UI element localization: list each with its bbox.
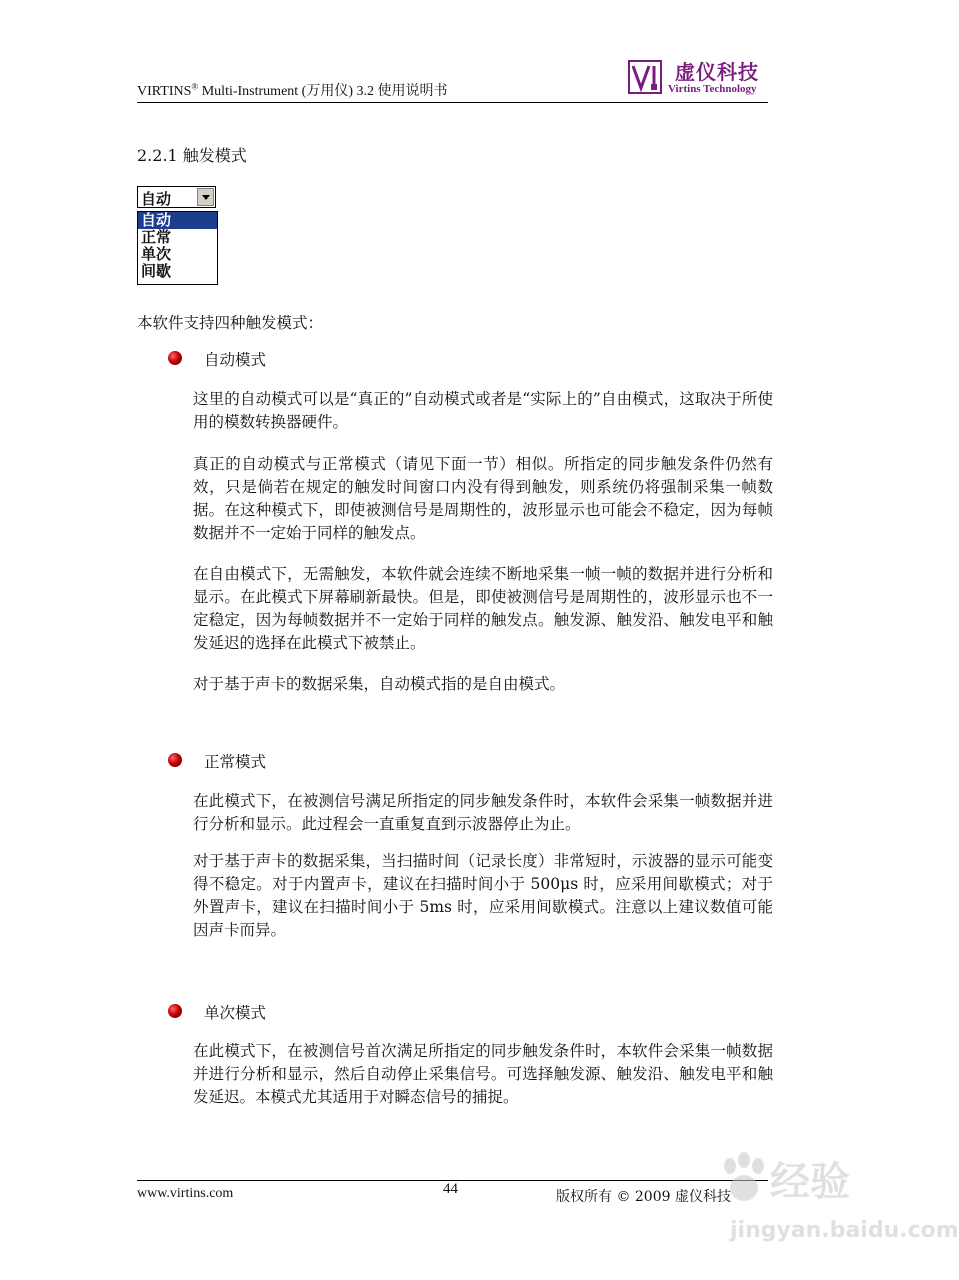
chevron-down-icon[interactable] xyxy=(197,188,214,206)
mode-heading-auto: 自动模式 xyxy=(204,351,267,369)
dropdown-option-normal[interactable]: 正常 xyxy=(141,228,172,246)
logo-chinese-name: 虚仪科技 xyxy=(675,60,759,84)
mode-heading-single: 单次模式 xyxy=(204,1004,267,1022)
trigger-mode-selected-value: 自动 xyxy=(141,190,172,208)
logo-english-name: Virtins Technology xyxy=(668,83,757,95)
footer-copyright: 版权所有 © 2009 虚仪科技 xyxy=(556,1189,731,1205)
document-header-title xyxy=(137,80,448,100)
paragraph: 真正的自动模式与正常模式（请见下面一节）相似。所指定的同步触发条件仍然有效，只是倘若在规定的触发时间窗口内没有得到触发，则系统仍将强制采集一帧数据。在这种模式下，即使被测信号是周期性的，波形显示也可能会不稳定，因为每帧数据并不一定始于同样的触发点。 xyxy=(193,455,773,542)
watermark-brand: 经验 xyxy=(770,1159,850,1205)
header-divider xyxy=(137,102,768,103)
intro-text: 本软件支持四种触发模式： xyxy=(137,314,324,332)
bullet-icon xyxy=(168,351,182,365)
dropdown-option-auto[interactable]: 自动 xyxy=(138,212,217,229)
company-logo xyxy=(628,58,773,100)
page-number: 44 xyxy=(443,1181,458,1197)
watermark-url: jingyan.baidu.com xyxy=(730,1218,959,1243)
paw-icon xyxy=(720,1152,768,1204)
header-title-rest: Multi-Instrument (万用仪) 3.2 使用说明书 xyxy=(198,84,448,99)
section-heading: 2.2.1 触发模式 xyxy=(137,146,247,165)
trigger-mode-dropdown-list xyxy=(137,211,218,285)
registered-mark: ® xyxy=(191,81,199,92)
paragraph: 在自由模式下，无需触发，本软件就会连续不断地采集一帧一帧的数据并进行分析和显示。在此模式下屏幕刷新最快。但是，即使被测信号是周期性的，波形显示也不一定稳定，因为每帧数据并不一定始于同样的触发点。触发源、触发沿、触发电平和触发延迟的选择在此模式下被禁止。 xyxy=(193,565,773,652)
paragraph: 对于基于声卡的数据采集，当扫描时间（记录长度）非常短时，示波器的显示可能变得不稳定。对于内置声卡，建议在扫描时间小于 500μs 时，应采用间歇模式；对于外置声卡，建议在扫描时间小于 5ms 时，应采用间歇模式。注意以上建议数值可能因声卡而异。 xyxy=(193,852,773,939)
footer-website: www.virtins.com xyxy=(137,1186,234,1201)
mode-heading-normal: 正常模式 xyxy=(204,753,267,771)
bullet-icon xyxy=(168,753,182,767)
header-brand: VIRTINS xyxy=(137,84,192,99)
paragraph: 在此模式下，在被测信号满足所指定的同步触发条件时，本软件会采集一帧数据并进行分析和显示。此过程会一直重复直到示波器停止为止。 xyxy=(193,792,773,833)
paragraph: 对于基于声卡的数据采集，自动模式指的是自由模式。 xyxy=(193,675,566,693)
paragraph: 在此模式下，在被测信号首次满足所指定的同步触发条件时，本软件会采集一帧数据并进行分析和显示，然后自动停止采集信号。可选择触发源、触发沿、触发电平和触发延迟。本模式尤其适用于对瞬态信号的捕捉。 xyxy=(193,1042,773,1106)
dropdown-option-single[interactable]: 单次 xyxy=(141,245,172,263)
trigger-mode-select[interactable] xyxy=(137,186,216,208)
virtins-logo-icon xyxy=(628,60,662,94)
paragraph: 这里的自动模式可以是“真正的”自动模式或者是“实际上的”自由模式，这取决于所使用的模数转换器硬件。 xyxy=(193,390,773,431)
baidu-watermark xyxy=(718,1138,959,1268)
bullet-icon xyxy=(168,1004,182,1018)
dropdown-option-intermittent[interactable]: 间歇 xyxy=(141,262,172,280)
